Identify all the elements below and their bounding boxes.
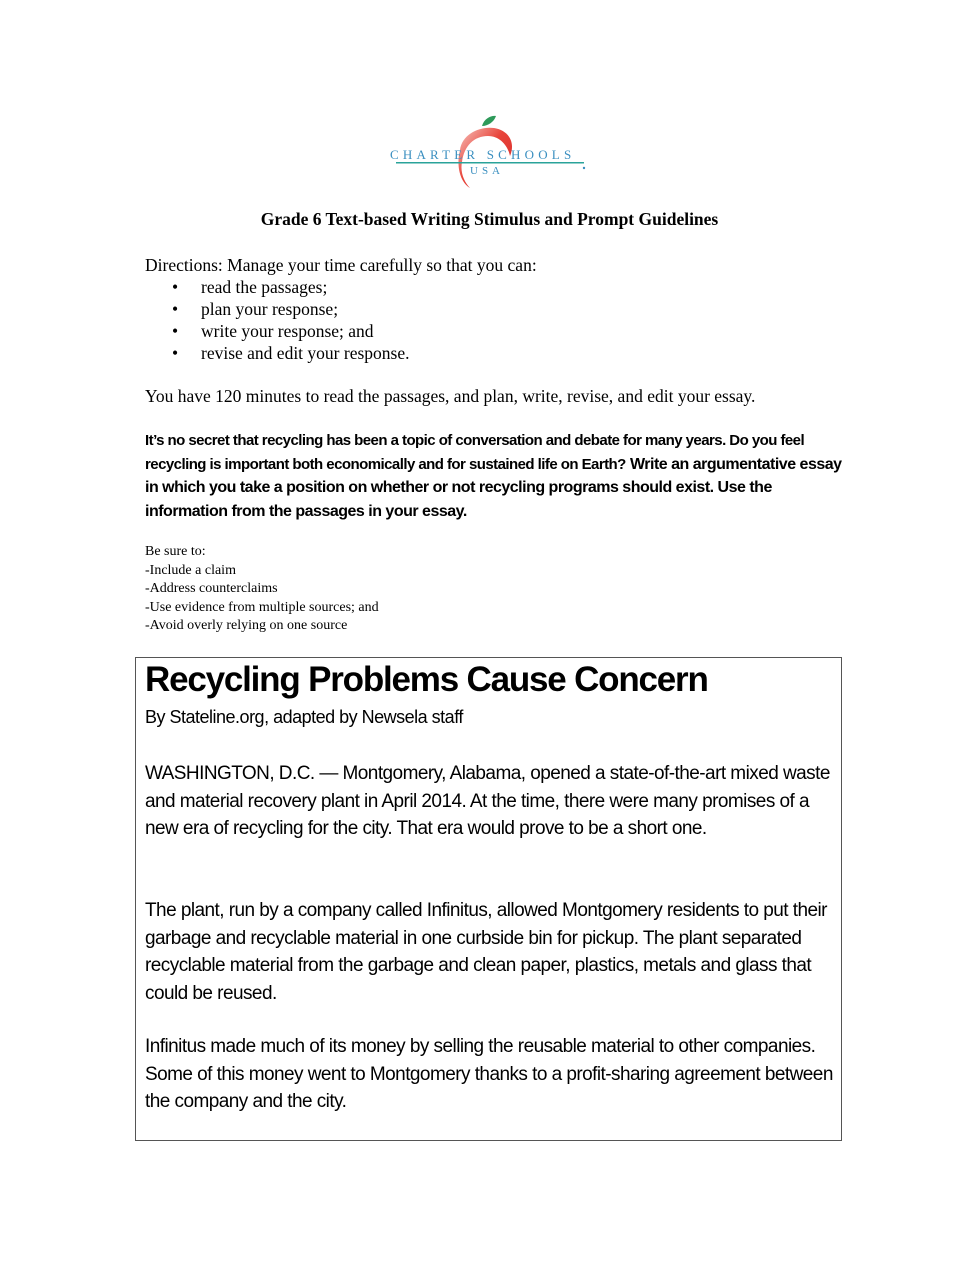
time-limit-note: You have 120 minutes to read the passages, and plan, write, revise, and edit your essay. [145,386,756,406]
prompt-task: Write an argumentative essay in which you take a position on whether or not recycling programs should exist. Use the information from the passages in your essay. [145,455,842,520]
passage-paragraph: Infinitus made much of its money by selling the reusable material to other companies. Some of this money went to Montgomery thanks to a profit-sharing agreement between the company and the city. [145,1036,833,1112]
svg-text:CHARTER SCHOOLS: CHARTER SCHOOLS [390,147,576,162]
directions-list-item: • read the passages; [172,277,328,297]
passage-title: Recycling Problems Cause Concern [145,660,708,699]
directions-intro: Directions: Manage your time carefully so that you can: [145,255,537,275]
writing-prompt [145,429,845,523]
checklist-heading: Be sure to: [145,544,206,559]
bullet-icon: • [172,277,179,297]
directions-list [145,276,537,364]
bullet-icon: • [172,299,179,319]
directions-list-item: • write your response; and [172,321,374,341]
directions-section [145,254,537,364]
checklist [145,543,379,636]
svg-text:USA: USA [470,165,505,177]
passage-paragraph: WASHINGTON, D.C. — Montgomery, Alabama, opened a state-of-the-art mixed waste and material recovery plant in April 2014. At the time, there were many promises of a new era of recycling for the city. That era would prove to be a short one. [145,763,830,839]
apple-logo-icon [388,112,592,192]
directions-list-item: • plan your response; [172,299,339,319]
bullet-icon: • [172,321,179,341]
checklist-item: -Include a claim [145,562,236,578]
passage-byline: By Stateline.org, adapted by Newsela staff [145,707,463,727]
charter-schools-usa-logo [388,112,592,192]
prompt-lead: It’s no secret that recycling has been a topic of conversation and debate for many years. Do you feel recycling is important both economically and for sustained life on Earth? [145,432,805,473]
checklist-item: -Address counterclaims [145,581,278,596]
checklist-item: -Avoid overly relying on one source [145,618,348,633]
directions-list-item: • revise and edit your response. [172,343,410,363]
passage-paragraph: The plant, run by a company called Infinitus, allowed Montgomery residents to put their garbage and recyclable material in one curbside bin for pickup. The plant separated recyclable material from the garbage and clean paper, plastics, metals and glass that could be reused. [145,900,827,1004]
bullet-icon: • [172,343,179,363]
page-title: Grade 6 Text-based Writing Stimulus and Prompt Guidelines [260,209,719,229]
checklist-item: -Use evidence from multiple sources; and [145,599,379,615]
